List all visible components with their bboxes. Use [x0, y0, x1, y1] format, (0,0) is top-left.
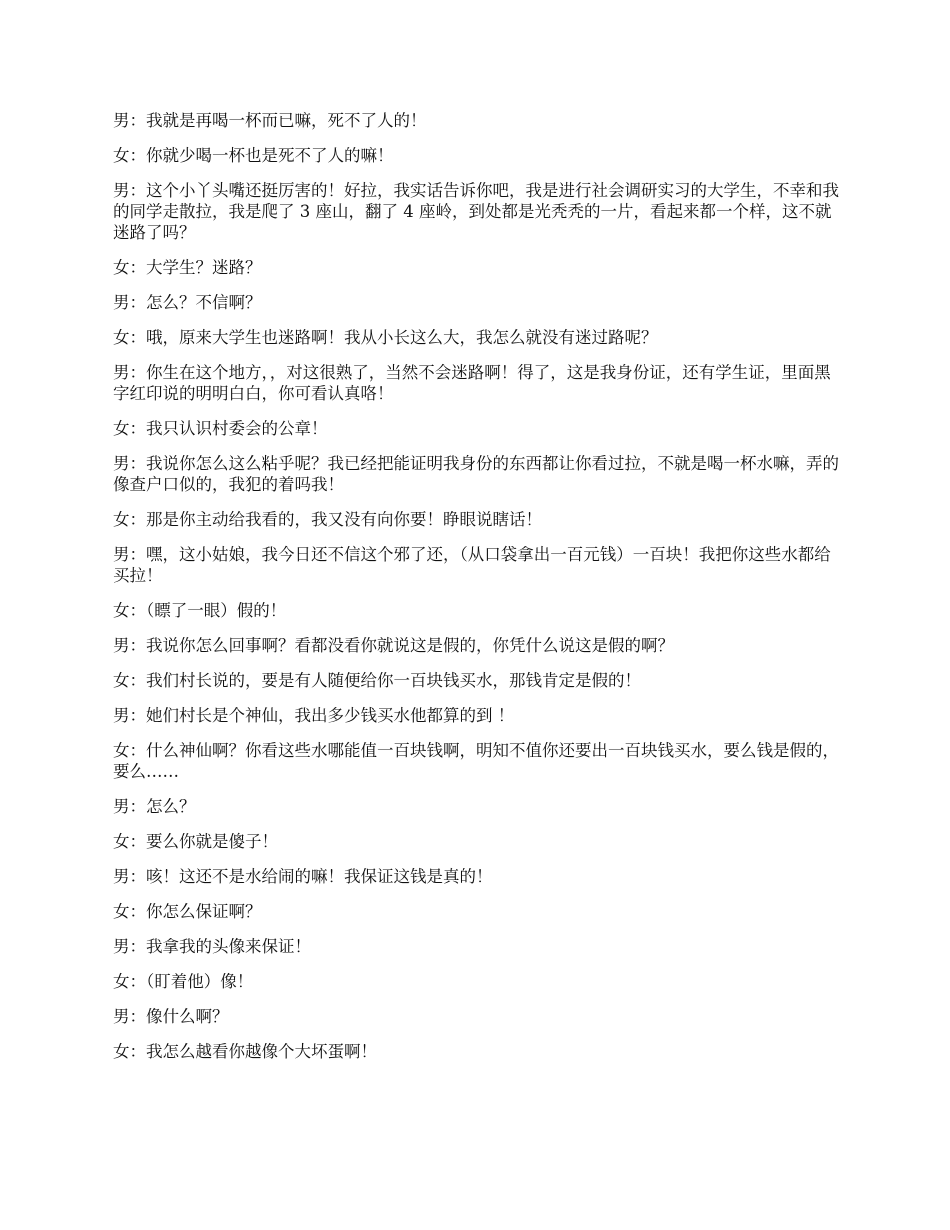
dialogue-text: 我怎么越看你越像个大坏蛋啊！	[146, 1042, 377, 1061]
speaker-label: 女：	[113, 419, 146, 438]
dialogue-line	[113, 901, 841, 922]
speaker-label: 女：	[113, 328, 146, 347]
dialogue-line	[113, 327, 841, 348]
dialogue-text: 要么你就是傻子！	[146, 832, 278, 851]
dialogue-line	[113, 180, 841, 243]
dialogue-text: 这个小丫头嘴还挺厉害的！好拉，我实话告诉你吧，我是进行社会调研实习的大学生，不幸和我的同学走散拉，我是爬了 3 座山，翻了 4 座岭，到处都是光秃秃的一片，看起来都一个样，这不就迷路了吗？	[113, 181, 839, 242]
dialogue-text: （盯着他）像！	[146, 972, 254, 991]
dialogue-text: 咳！这还不是水给闹的嘛！我保证这钱是真的！	[146, 867, 493, 886]
dialogue-line	[113, 705, 841, 726]
dialogue-line	[113, 1006, 841, 1027]
speaker-label: 女：	[113, 671, 146, 690]
dialogue-text: 我拿我的头像来保证！	[146, 937, 311, 956]
dialogue-text: 什么神仙啊？你看这些水哪能值一百块钱啊，明知不值你还要出一百块钱买水，要么钱是假的，要么……	[113, 741, 839, 781]
speaker-label: 女：	[113, 601, 146, 620]
speaker-label: 男：	[113, 293, 146, 312]
speaker-label: 女：	[113, 1042, 146, 1061]
dialogue-text: 我说你怎么回事啊？看都没看你就说这是假的，你凭什么说这是假的啊？	[146, 636, 674, 655]
dialogue-text: 你怎么保证啊？	[146, 902, 262, 921]
dialogue-text: 嘿，这小姑娘，我今日还不信这个邪了还，（从口袋拿出一百元钱）一百块！我把你这些水都给买拉！	[113, 545, 831, 585]
speaker-label: 女：	[113, 902, 146, 921]
dialogue-line	[113, 145, 841, 166]
speaker-label: 男：	[113, 363, 146, 382]
dialogue-line	[113, 418, 841, 439]
dialogue-text: 她们村长是个神仙，我出多少钱买水他都算的到 ！	[146, 706, 515, 725]
dialogue-line	[113, 257, 841, 278]
dialogue-line	[113, 292, 841, 313]
speaker-label: 男：	[113, 797, 146, 816]
document-page	[113, 110, 841, 1076]
speaker-label: 男：	[113, 937, 146, 956]
speaker-label: 女：	[113, 741, 146, 760]
dialogue-line	[113, 670, 841, 691]
dialogue-line	[113, 740, 841, 782]
dialogue-line	[113, 1041, 841, 1062]
speaker-label: 女：	[113, 832, 146, 851]
dialogue-line	[113, 936, 841, 957]
speaker-label: 男：	[113, 545, 146, 564]
dialogue-text: 怎么？不信啊？	[146, 293, 262, 312]
speaker-label: 男：	[113, 867, 146, 886]
dialogue-line	[113, 544, 841, 586]
dialogue-line	[113, 110, 841, 131]
speaker-label: 女：	[113, 510, 146, 529]
dialogue-text: 你生在这个地方，，对这很熟了，当然不会迷路啊！得了，这是我身份证，还有学生证，里面黑字红印说的明明白白，你可看认真咯！	[113, 363, 831, 403]
speaker-label: 女：	[113, 146, 146, 165]
dialogue-text: 我说你怎么这么粘乎呢？我已经把能证明我身份的东西都让你看过拉，不就是喝一杯水嘛，弄的像查户口似的，我犯的着吗我！	[113, 454, 839, 494]
dialogue-line	[113, 971, 841, 992]
dialogue-line	[113, 866, 841, 887]
speaker-label: 男：	[113, 1007, 146, 1026]
dialogue-line	[113, 362, 841, 404]
dialogue-line	[113, 796, 841, 817]
dialogue-text: 你就少喝一杯也是死不了人的嘛！	[146, 146, 394, 165]
dialogue-text: 那是你主动给我看的，我又没有向你要！睁眼说瞎话！	[146, 510, 542, 529]
speaker-label: 男：	[113, 636, 146, 655]
dialogue-text: 像什么啊？	[146, 1007, 229, 1026]
speaker-label: 女：	[113, 258, 146, 277]
dialogue-line	[113, 509, 841, 530]
dialogue-text: 我只认识村委会的公章！	[146, 419, 328, 438]
dialogue-text: 我就是再喝一杯而已嘛，死不了人的！	[146, 111, 427, 130]
speaker-label: 女：	[113, 972, 146, 991]
speaker-label: 男：	[113, 181, 146, 200]
dialogue-text: 怎么？	[146, 797, 196, 816]
dialogue-line	[113, 635, 841, 656]
dialogue-text: 大学生？迷路？	[146, 258, 262, 277]
dialogue-text: （瞟了一眼）假的！	[146, 601, 287, 620]
speaker-label: 男：	[113, 111, 146, 130]
dialogue-line	[113, 831, 841, 852]
speaker-label: 男：	[113, 454, 146, 473]
speaker-label: 男：	[113, 706, 146, 725]
dialogue-line	[113, 600, 841, 621]
dialogue-text: 哦，原来大学生也迷路啊！我从小长这么大，我怎么就没有迷过路呢？	[146, 328, 658, 347]
dialogue-text: 我们村长说的，要是有人随便给你一百块钱买水，那钱肯定是假的！	[146, 671, 641, 690]
dialogue-line	[113, 453, 841, 495]
